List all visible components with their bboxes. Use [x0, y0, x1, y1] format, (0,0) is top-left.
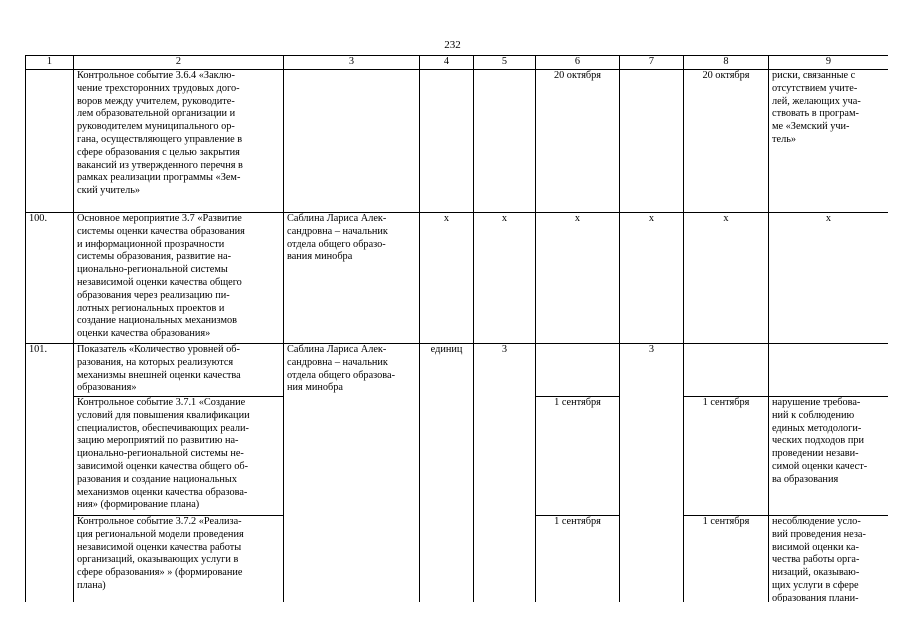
cell-responsible [284, 70, 420, 213]
cell-date-actual: 1 сентября [684, 516, 769, 603]
cell-col7: х [620, 213, 684, 344]
cell-col7: 3 [620, 344, 684, 603]
cell-number [26, 70, 74, 213]
column-header-8: 8 [684, 56, 769, 70]
cell-date-planned: 20 октября [536, 70, 620, 213]
cell-col5: х [474, 213, 536, 344]
table-row-101 [26, 344, 889, 397]
cell-risks: х [769, 213, 889, 344]
page-number: 232 [444, 39, 461, 51]
column-header-3: 3 [284, 56, 420, 70]
cell-date-actual: х [684, 213, 769, 344]
table-row-100 [26, 213, 889, 344]
cell-responsible: Саблина Лариса Алек- сандровна – начальник отдела общего образо- вания минобра [284, 213, 420, 344]
cell-col7 [620, 70, 684, 213]
cell-risks: риски, связанные с отсутствием учите- лей, желающих уча- ствовать в програм- ме «Земский учи- тель» [769, 70, 889, 213]
table-frame [25, 55, 888, 602]
cell-description: Контрольное событие 3.7.1 «Создание условий для повышения квалификации специалистов, обеспечивающих реали- зацию мероприятий по развитию на- ционально-региональной системы не- зависимой оценки качества общего об- разования и создание национальных механизмов оценки качества образова- ния» (формирование плана) [74, 397, 284, 516]
cell-date-actual: 1 сентября [684, 397, 769, 516]
cell-unit: х [420, 213, 474, 344]
cell-date-actual: 20 октября [684, 70, 769, 213]
column-header-row [26, 56, 889, 70]
column-header-6: 6 [536, 56, 620, 70]
cell-risks [769, 344, 889, 397]
column-header-5: 5 [474, 56, 536, 70]
column-header-9: 9 [769, 56, 889, 70]
cell-col5: 3 [474, 344, 536, 603]
column-header-4: 4 [420, 56, 474, 70]
cell-date-planned [536, 344, 620, 397]
cell-risks: несоблюдение усло- вий проведения неза- висимой оценки ка- чества работы орга- низаций, оказываю- щих услуги в сфере образования плани- [769, 516, 889, 603]
cell-col5 [474, 70, 536, 213]
cell-date-actual [684, 344, 769, 397]
measures-table [25, 55, 888, 602]
column-header-7: 7 [620, 56, 684, 70]
cell-unit [420, 70, 474, 213]
cell-unit: единиц [420, 344, 474, 603]
cell-number: 100. [26, 213, 74, 344]
cell-description: Контрольное событие 3.6.4 «Заклю- чение трехсторонних трудовых дого- воров между учителем, руководите- лем образовательной организации и руководителем муниципального ор- гана, осуществляющего управление в сфере образования с целью закрытия вакансий из утвержденного перечня в рамках реализации программы «Зем- ский учитель» [74, 70, 284, 213]
cell-responsible: Саблина Лариса Алек- сандровна – начальник отдела общего образова- ния минобра [284, 344, 420, 603]
cell-description: Показатель «Количество уровней об- разования, на которых реализуются механизмы внешней оценки качества образования» [74, 344, 284, 397]
cell-number: 101. [26, 344, 74, 603]
column-header-2: 2 [74, 56, 284, 70]
cell-description: Контрольное событие 3.7.2 «Реализа- ция региональной модели проведения независимой оценки качества работы организаций, оказывающих услуги в сфере образования» » (формирование плана) [74, 516, 284, 603]
cell-date-planned: 1 сентября [536, 516, 620, 603]
cell-date-planned: х [536, 213, 620, 344]
cell-date-planned: 1 сентября [536, 397, 620, 516]
cell-risks: нарушение требова- ний к соблюдению единых методологи- ческих подходов при проведении незави- симой оценки качест- ва образования [769, 397, 889, 516]
table-row-event-3-6-4 [26, 70, 889, 213]
cell-description: Основное мероприятие 3.7 «Развитие системы оценки качества образования и информационной прозрачности системы образования, развитие на- ционально-региональной системы независимой оценки качества общего образования через реализацию пи- лотных региональных проектов и создание национальных механизмов оценки качества образования» [74, 213, 284, 344]
column-header-1: 1 [26, 56, 74, 70]
